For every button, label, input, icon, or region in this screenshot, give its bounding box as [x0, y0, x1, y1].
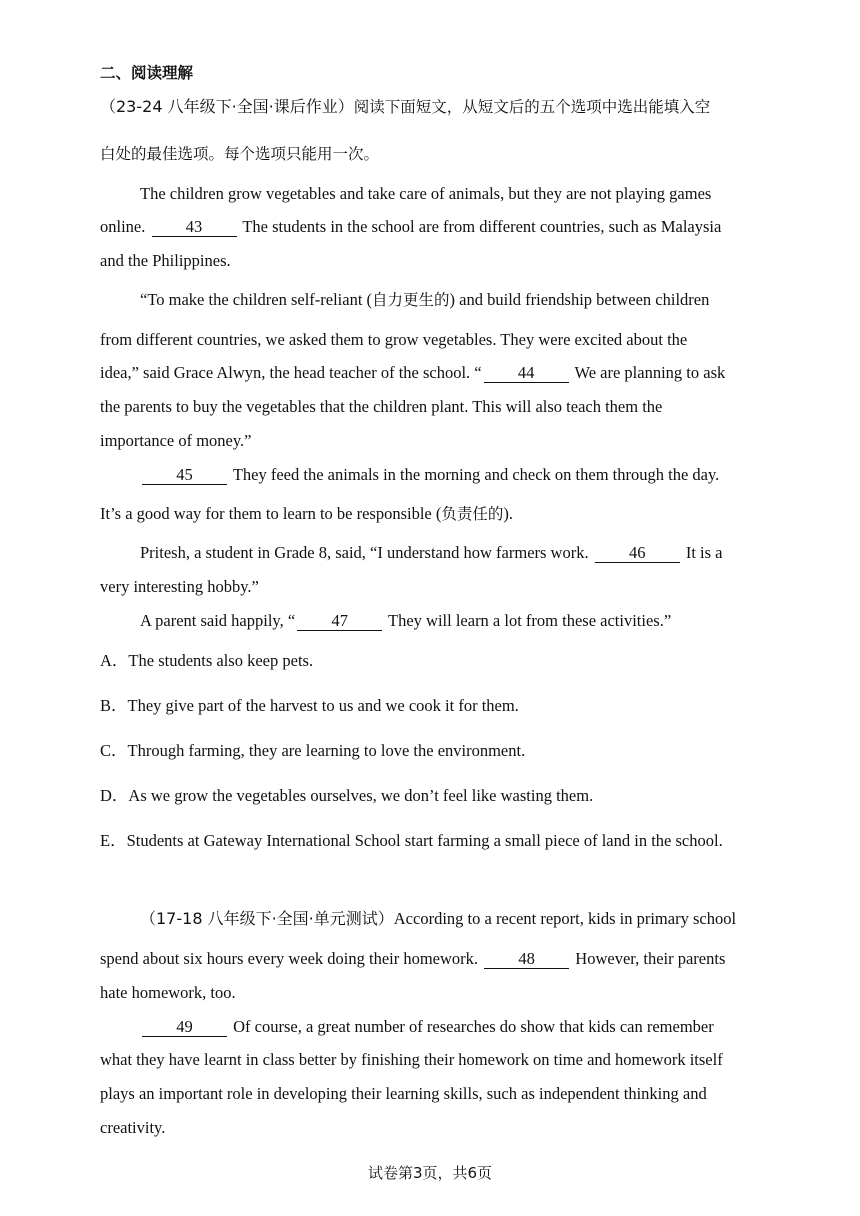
section-heading: 二、阅读理解: [100, 64, 194, 82]
p4-line-1-end: It is a: [685, 543, 723, 562]
blank-49[interactable]: 49: [142, 1018, 227, 1037]
p4-line-2: very interesting hobby.”: [100, 577, 259, 596]
p3-chinese-gloss: 负责任的: [441, 505, 504, 523]
passage2-line-5: what they have learnt in class better by finishing their homework on time and homework itself: [100, 1050, 723, 1069]
p3-line-1: [140, 465, 719, 485]
passage2-line-1: [140, 909, 736, 929]
passage2-source: （17-18 八年级下·全国·单元测试）: [140, 909, 394, 928]
passage2-line-3: hate homework, too.: [100, 983, 236, 1002]
passage1-instruction-line-2: 白处的最佳选项。每个选项只能用一次。: [100, 145, 380, 163]
p2-line-3-end: We are planning to ask: [574, 363, 726, 382]
p2-line-1: [140, 290, 709, 310]
passage2-line-2-end: However, their parents: [575, 949, 726, 968]
p5-line-1-end: They will learn a lot from these activities.”: [388, 611, 672, 630]
p5-line-1: [140, 611, 671, 631]
page-footer: 试卷第3页，共6页: [367, 1164, 493, 1182]
p4-line-1-start: Pritesh, a student in Grade 8, said, “I understand how farmers work.: [140, 543, 589, 562]
option-d[interactable]: D．As we grow the vegetables ourselves, we don’t feel like wasting them.: [100, 786, 594, 805]
passage1-source: （23-24 八年级下·全国·课后作业）: [100, 97, 354, 116]
blank-47[interactable]: 47: [297, 612, 382, 631]
option-e[interactable]: E．Students at Gateway International School start farming a small piece of land in the school.: [100, 831, 723, 850]
passage2-line-2-start: spend about six hours every week doing their homework.: [100, 949, 479, 968]
passage2-line-4: [140, 1017, 714, 1037]
p2-chinese-gloss: 自力更生的: [372, 291, 450, 309]
option-c[interactable]: C．Through farming, they are learning to love the environment.: [100, 741, 526, 760]
passage2-line-6: plays an important role in developing their learning skills, such as independent thinking and: [100, 1084, 707, 1103]
p2-line-2: from different countries, we asked them to grow vegetables. They were excited about the: [100, 330, 688, 349]
passage1-instruction-text-1: 阅读下面短文，从短文后的五个选项中选出能填入空: [353, 98, 711, 116]
blank-43[interactable]: 43: [152, 218, 237, 237]
passage2-line-1-text: According to a recent report, kids in primary school: [393, 909, 737, 928]
p1-line-2-end: The students in the school are from different countries, such as Malaysia: [242, 217, 722, 236]
blank-44[interactable]: 44: [484, 364, 569, 383]
p1-line-1: The children grow vegetables and take care of animals, but they are not playing games: [140, 184, 712, 203]
passage2-line-2: [100, 949, 725, 969]
p2-line-1-end: ) and build friendship between children: [449, 290, 710, 309]
option-b[interactable]: B．They give part of the harvest to us and we cook it for them.: [100, 696, 519, 715]
p3-line-2: [100, 504, 513, 524]
p2-line-1-start: “To make the children self-reliant (: [140, 290, 373, 309]
p2-line-3-start: idea,” said Grace Alwyn, the head teacher of the school. “: [100, 363, 482, 382]
passage2-line-7: creativity.: [100, 1118, 166, 1137]
p5-line-1-start: A parent said happily, “: [140, 611, 296, 630]
blank-45[interactable]: 45: [142, 466, 227, 485]
p2-line-5: importance of money.”: [100, 431, 252, 450]
option-a[interactable]: A．The students also keep pets.: [100, 651, 314, 670]
p4-line-1: [140, 543, 723, 563]
passage2-line-4-text: Of course, a great number of researches do show that kids can remember: [233, 1017, 714, 1036]
p1-line-3: and the Philippines.: [100, 251, 231, 270]
p3-line-2-end: ).: [503, 504, 514, 523]
p3-line-1-text: They feed the animals in the morning and check on them through the day.: [232, 465, 720, 484]
blank-46[interactable]: 46: [595, 544, 680, 563]
p3-line-2-start: It’s a good way for them to learn to be responsible (: [100, 504, 442, 523]
p2-line-4: the parents to buy the vegetables that the children plant. This will also teach them the: [100, 397, 663, 416]
p1-line-2-start: online.: [100, 217, 146, 236]
passage1-instruction-line-1: [100, 97, 710, 117]
blank-48[interactable]: 48: [484, 950, 569, 969]
p2-line-3: [100, 363, 725, 383]
p1-line-2: [100, 217, 721, 237]
